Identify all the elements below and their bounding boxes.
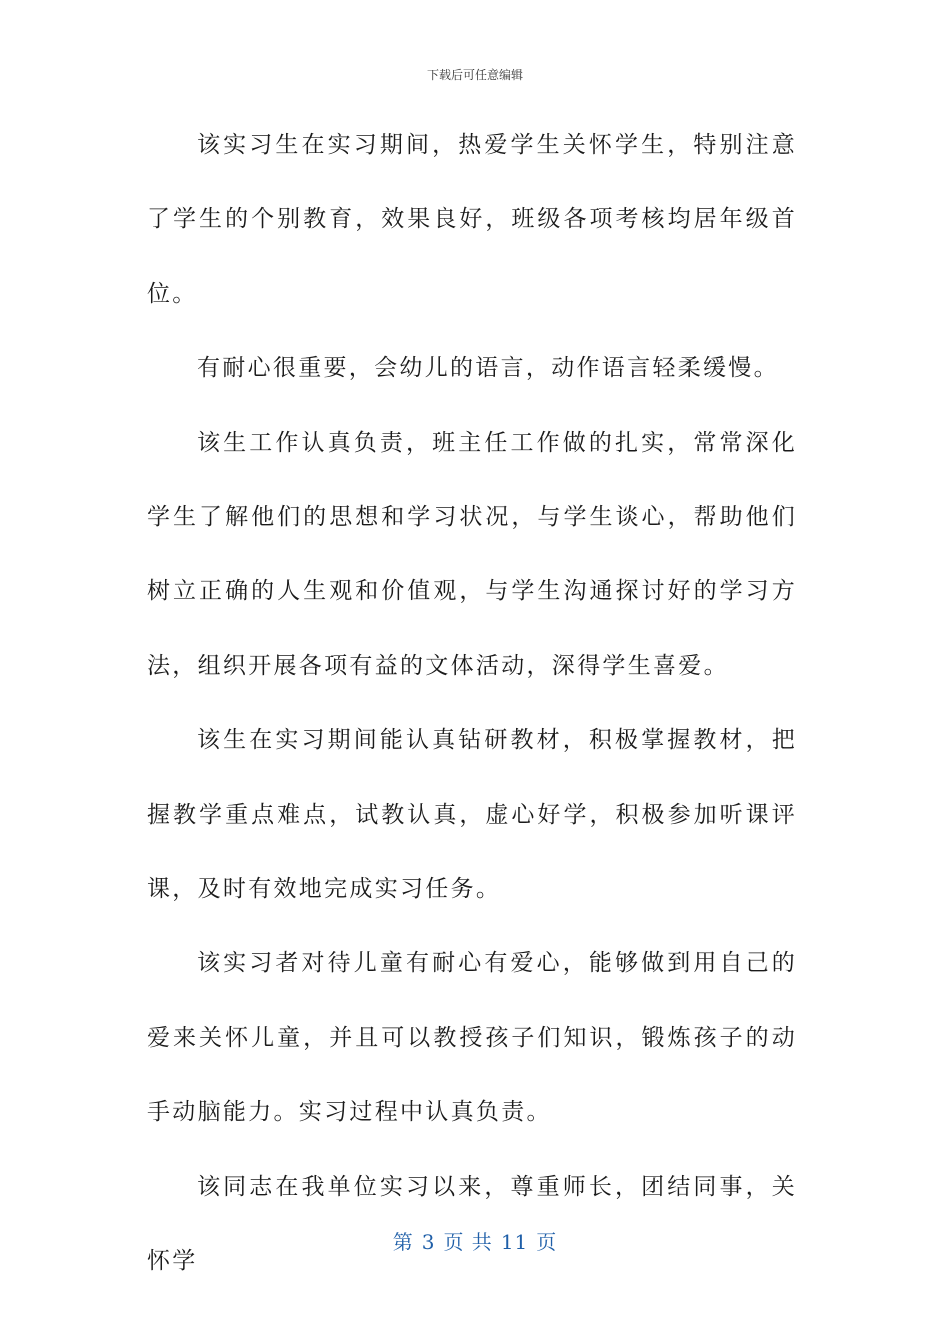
footer-suffix: 页 <box>536 1230 558 1254</box>
footer-middle: 页 共 <box>443 1230 493 1254</box>
paragraph-2: 有耐心很重要，会幼儿的语言，动作语言轻柔缓慢。 <box>197 355 779 382</box>
footer-current-page: 3 <box>421 1230 436 1254</box>
paragraph-3: 该生工作认真负责，班主任工作做的扎实，常常深化学生了解他们的思想和学习状况，与学生谈心，帮助他们树立正确的人生观和价值观，与学生沟通探讨好的学习方法，组织开展各项有益的文体活动，深得学生喜爱。 <box>147 429 797 679</box>
footer-total-pages: 11 <box>500 1230 529 1254</box>
paragraph-5: 该实习者对待儿童有耐心有爱心，能够做到用自己的爱来关怀儿童，并且可以教授孩子们知识，锻炼孩子的动手动脑能力。实习过程中认真负责。 <box>147 950 797 1126</box>
page-footer <box>0 1226 950 1255</box>
paragraph-1: 该实习生在实习期间，热爱学生关怀学生，特别注意了学生的个别教育，效果良好，班级各项考核均居年级首位。 <box>147 132 797 307</box>
paragraph-6: 该同志在我单位实习以来，尊重师长，团结同事，关怀学 <box>147 1173 797 1275</box>
page-header: 下载后可任意编辑 <box>426 68 523 82</box>
footer-prefix: 第 <box>392 1230 414 1254</box>
document-body <box>147 108 797 1299</box>
paragraph-4: 该生在实习期间能认真钻研教材，积极掌握教材，把握教学重点难点，试教认真，虚心好学，积极参加听课评课，及时有效地完成实习任务。 <box>147 727 797 903</box>
